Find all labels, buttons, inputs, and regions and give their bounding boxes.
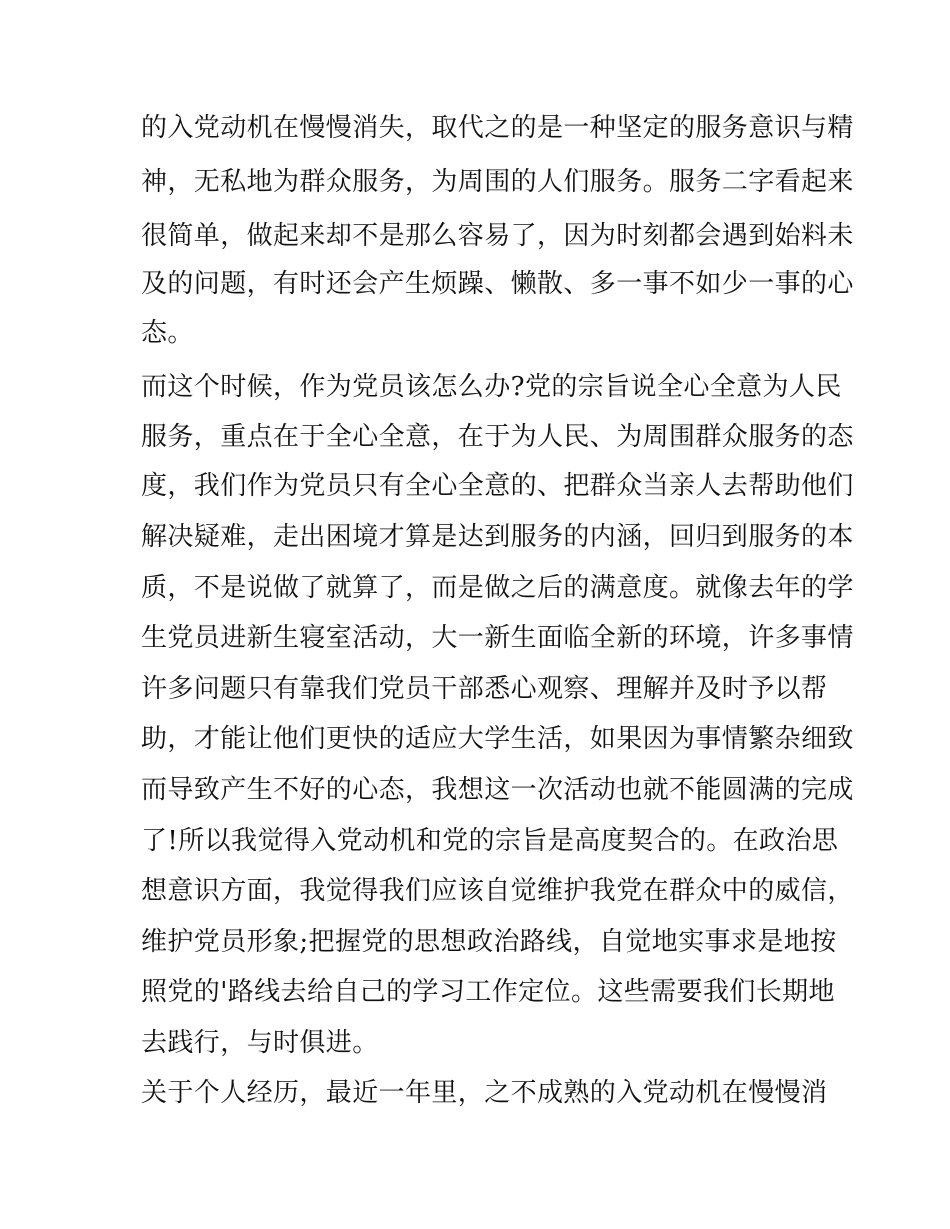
- text-line: 态。: [141, 318, 194, 348]
- text-line: 许多问题只有靠我们党员干部悉心观察、理解并及时予以帮: [141, 674, 828, 704]
- text-line: 生党员进新生寝室活动，大一新生面临全新的环境，许多事情: [141, 623, 854, 653]
- text-line: 而这个时候，作为党员该怎么办?党的宗旨说全心全意为人民: [141, 372, 842, 402]
- text-line: 关于个人经历，最近一年里，之不成熟的入党动机在慢慢消: [141, 1078, 828, 1108]
- text-line: 想意识方面，我觉得我们应该自觉维护我党在群众中的威信，: [141, 876, 854, 906]
- text-line: 很简单，做起来却不是那么容易了，因为时刻都会遇到始料未: [141, 221, 854, 251]
- text-line: 质，不是说做了就算了，而是做之后的满意度。就像去年的学: [141, 573, 854, 603]
- text-line: 度，我们作为党员只有全心全意的、把群众当亲人去帮助他们: [141, 471, 854, 501]
- text-line: 解决疑难，走出困境才算是达到服务的内涵，回归到服务的本: [141, 522, 854, 552]
- text-line: 服务，重点在于全心全意，在于为人民、为周围群众服务的态: [141, 422, 854, 452]
- text-line: 维护党员形象;把握党的思想政治路线，自觉地实事求是地按: [141, 927, 837, 957]
- text-line: 神，无私地为群众服务，为周围的人们服务。服务二字看起来: [141, 167, 854, 197]
- text-line: 助，才能让他们更快的适应大学生活，如果因为事情繁杂细致: [141, 724, 854, 754]
- text-line: 照党的'路线去给自己的学习工作定位。这些需要我们长期地: [141, 977, 835, 1007]
- text-line: 了!所以我觉得入党动机和党的宗旨是高度契合的。在政治思: [141, 826, 839, 856]
- text-line: 而导致产生不好的心态，我想这一次活动也就不能圆满的完成: [141, 775, 854, 805]
- text-line: 及的问题，有时还会产生烦躁、懒散、多一事不如少一事的心: [141, 269, 854, 299]
- text-line: 去践行，与时俱进。: [141, 1028, 379, 1058]
- text-line: 的入党动机在慢慢消失，取代之的是一种坚定的服务意识与精: [141, 113, 854, 143]
